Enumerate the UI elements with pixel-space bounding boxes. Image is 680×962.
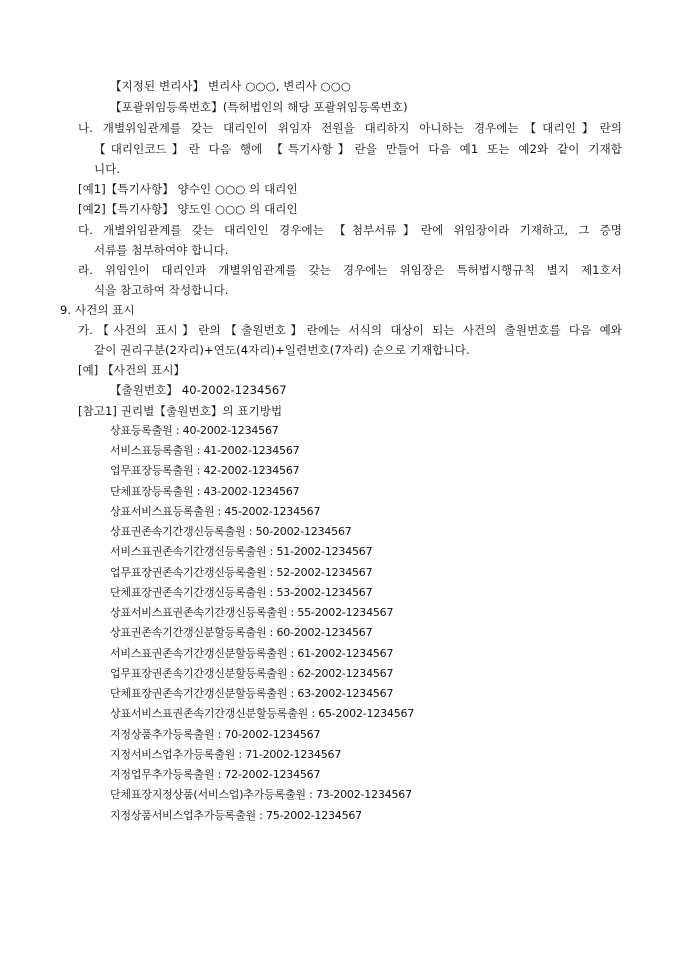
list-item: 상표권존속기간갱신등록출원 : 50-2002-1234567 [110, 525, 352, 538]
list-item: 단체표장지정상품(서비스업)추가등록출원 : 73-2002-1234567 [110, 788, 412, 801]
item-da-line-1: 다. 개별위임관계를 갖는 대리인인 경우에는 【첨부서류】란에 위임장이라 기재하고, 그 증명 [78, 223, 622, 237]
list-item: 서비스표등록출원 : 41-2002-1234567 [110, 444, 300, 457]
list-item: 상표서비스표권존속기간갱신분할등록출원 : 65-2002-1234567 [110, 707, 415, 720]
example-1-line: [예1]【특기사항】 양수인 ○○○ 의 대리인 [78, 182, 298, 196]
item-ga-line-1: 가.【사건의 표시】란의【출원번호】란에는 서식의 대상이 되는 사건의 출원번호를 다음 예와 [78, 323, 622, 337]
power-of-attorney-number-line: 【포괄위임등록번호】(특허법인의 해당 포괄위임등록번호) [110, 100, 408, 114]
list-item: 지정상품서비스업추가등록출원 : 75-2002-1234567 [110, 809, 362, 822]
list-item: 서비스표권존속기간갱신분할등록출원 : 61-2002-1234567 [110, 647, 394, 660]
list-item: 단체표장권존속기간갱신분할등록출원 : 63-2002-1234567 [110, 687, 394, 700]
item-ra-line-1: 라. 위임인이 대리인과 개별위임관계를 갖는 경우에는 위임장은 특허법시행규칙 별지 제1호서 [78, 263, 622, 277]
item-ga-line-2: 같이 권리구분(2자리)+연도(4자리)+일련번호(7자리) 순으로 기재합니다. [94, 343, 470, 357]
item-na-line-1: 나. 개별위임관계를 갖는 대리인이 위임자 전원을 대리하지 아니하는 경우에는【대리인】란의 [78, 121, 622, 135]
list-item: 업무표장권존속기간갱신분할등록출원 : 62-2002-1234567 [110, 667, 394, 680]
list-item: 단체표장등록출원 : 43-2002-1234567 [110, 485, 300, 498]
list-item: 지정서비스업추가등록출원 : 71-2002-1234567 [110, 748, 342, 761]
example-2-line: [예2]【특기사항】 양도인 ○○○ 의 대리인 [78, 202, 298, 216]
item-na-line-2: 【대리인코드】란 다음 행에 【특기사항】란을 만들어 다음 예1 또는 예2와 같이 기재합 [94, 142, 622, 156]
list-item: 업무표장권존속기간갱신등록출원 : 52-2002-1234567 [110, 566, 373, 579]
designated-attorney-line: 【지정된 변리사】 변리사 ○○○, 변리사 ○○○ [110, 79, 352, 93]
list-item: 상표서비스표등록출원 : 45-2002-1234567 [110, 505, 321, 518]
list-item: 지정업무추가등록출원 : 72-2002-1234567 [110, 768, 321, 781]
reference-1-heading: [참고1] 권리별【출원번호】의 표기방법 [78, 404, 283, 418]
example-application-number-line: 【출원번호】 40-2002-1234567 [110, 383, 287, 397]
list-item: 상표등록출원 : 40-2002-1234567 [110, 424, 279, 437]
list-item: 단체표장권존속기간갱신등록출원 : 53-2002-1234567 [110, 586, 373, 599]
list-item: 상표서비스표권존속기간갱신등록출원 : 55-2002-1234567 [110, 606, 394, 619]
item-na-line-3: 니다. [94, 162, 121, 176]
list-item: 지정상품추가등록출원 : 70-2002-1234567 [110, 728, 321, 741]
section-9-heading: 9. 사건의 표시 [60, 303, 135, 317]
item-ra-line-2: 식을 참고하여 작성합니다. [94, 283, 229, 297]
item-da-line-2: 서류를 첨부하여야 합니다. [94, 243, 229, 257]
list-item: 업무표장등록출원 : 42-2002-1234567 [110, 464, 300, 477]
list-item: 서비스표권존속기간갱신등록출원 : 51-2002-1234567 [110, 545, 373, 558]
example-case-line: [예] 【사건의 표시】 [78, 363, 186, 377]
list-item: 상표권존속기간갱신분할등록출원 : 60-2002-1234567 [110, 626, 373, 639]
